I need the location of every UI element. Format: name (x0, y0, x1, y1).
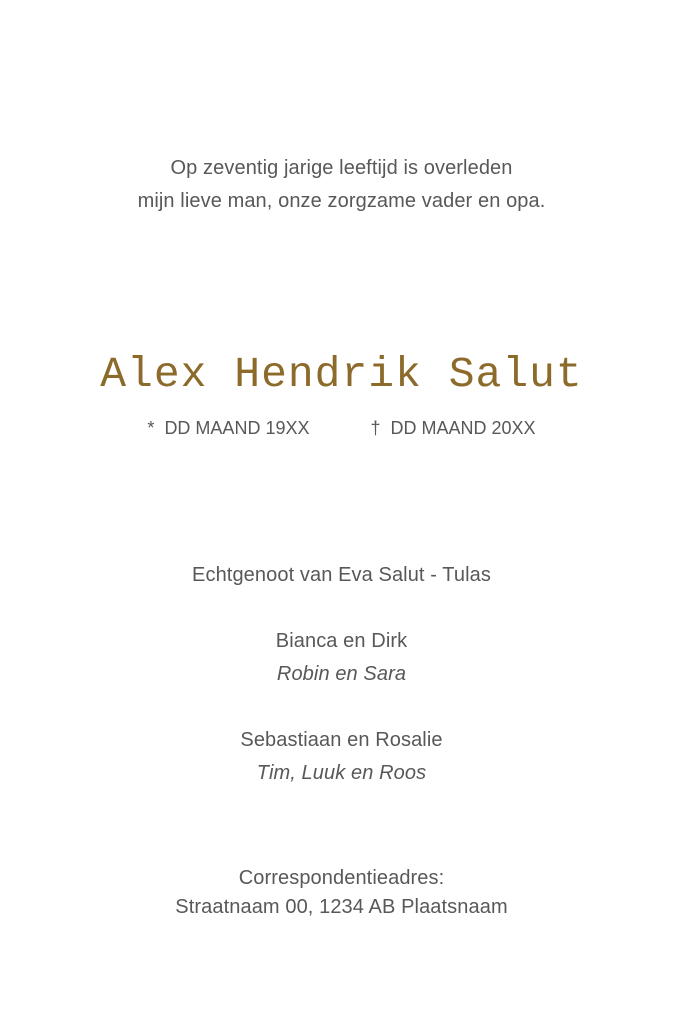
birth-symbol: * (147, 418, 155, 438)
life-dates (0, 418, 683, 439)
spouse-line: Echtgenoot van Eva Salut - Tulas (192, 564, 491, 586)
grandchildren-1: Robin en Sara (276, 663, 407, 685)
grandchildren-2: Tim, Luuk en Roos (256, 762, 427, 784)
death-date-text: DD MAAND 20XX (390, 418, 536, 438)
birth-date (147, 418, 309, 439)
deceased-name: Alex Hendrik Salut (100, 350, 583, 399)
child-1: Bianca en Dirk (275, 630, 408, 652)
child-2: Sebastiaan en Rosalie (240, 729, 443, 751)
death-symbol: † (370, 418, 381, 438)
intro-line-2: mijn lieve man, onze zorgzame vader en opa. (137, 190, 546, 212)
correspondence-address: Straatnaam 00, 1234 AB Plaatsnaam (175, 896, 508, 918)
correspondence-label: Correspondentieadres: (238, 867, 445, 889)
birth-date-text: DD MAAND 19XX (164, 418, 310, 438)
death-date (371, 418, 536, 439)
intro-line-1: Op zeventig jarige leeftijd is overleden (170, 157, 513, 179)
